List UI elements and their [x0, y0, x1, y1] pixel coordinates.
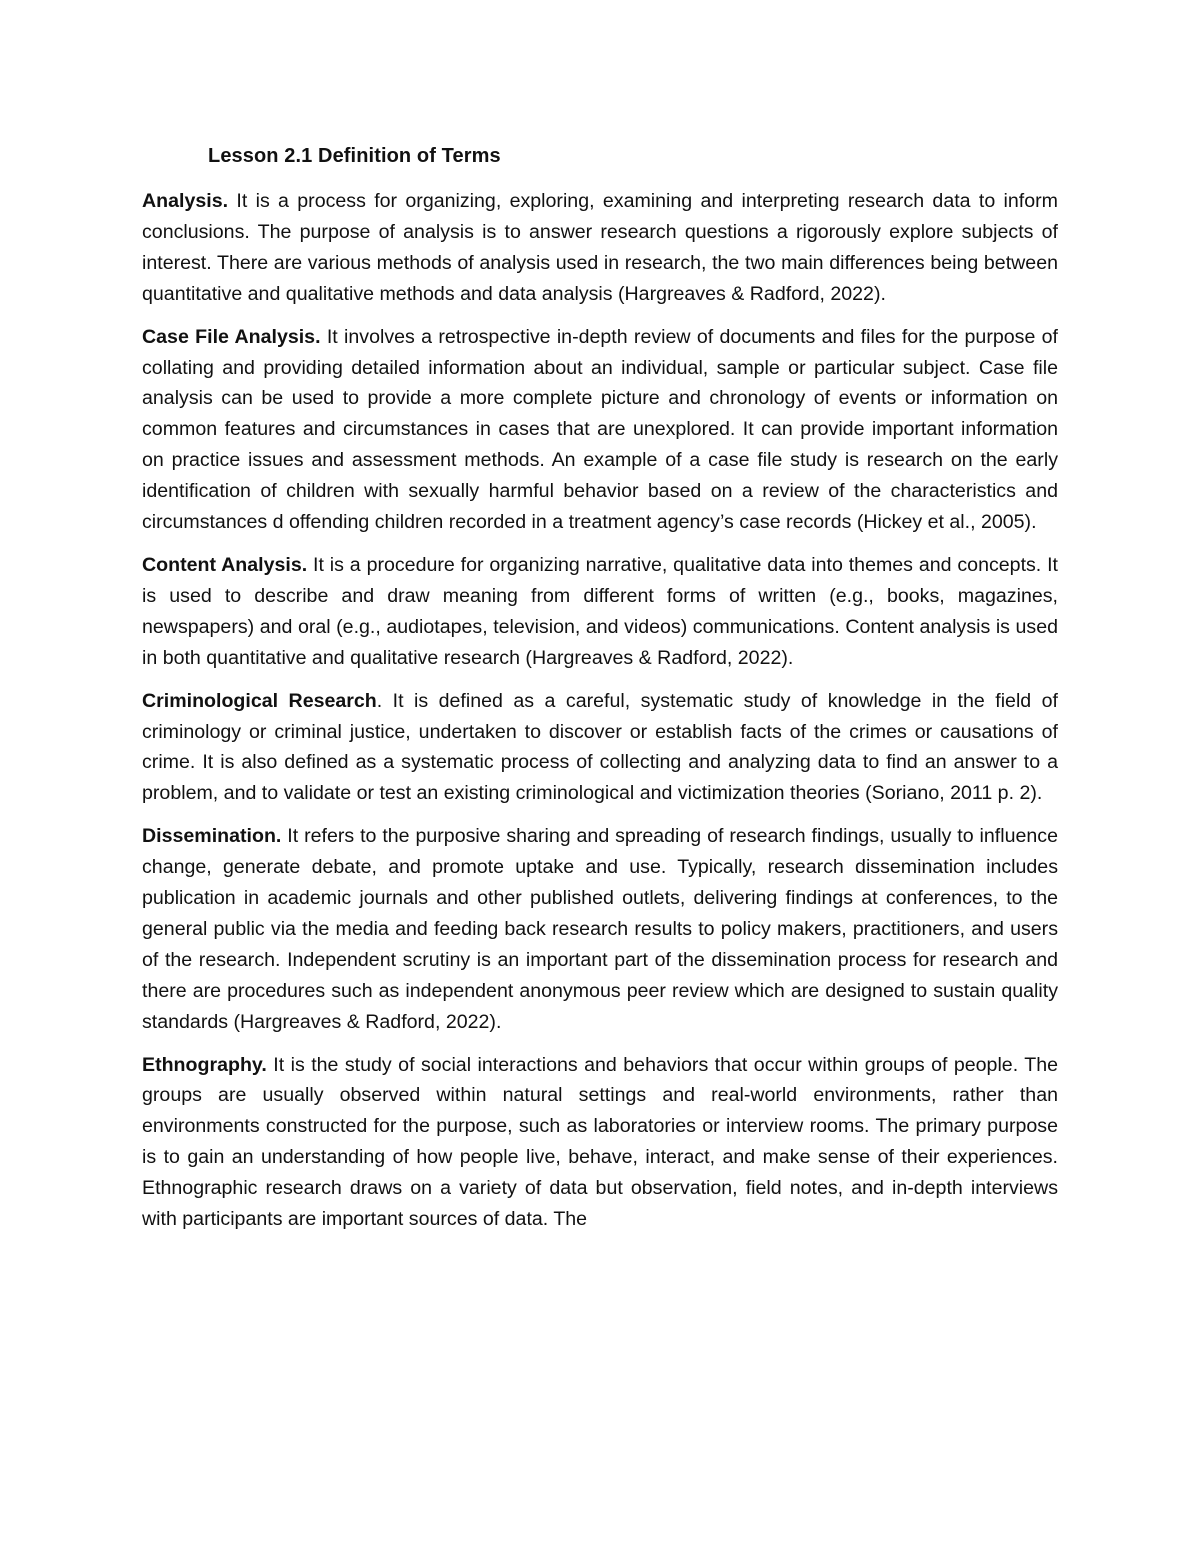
- term-definition-criminological-research: . It is defined as a careful, systematic study of knowledge in the field of criminology or criminal justice, undertaken to discover or establish facts of the crimes or causations of crime. It is also defined as a systematic process of collecting and analyzing data to find an answer to a problem, and to validate or test an existing criminological and victimization theories (Soriano, 2011 p. 2).: [142, 689, 1058, 805]
- term-definition-ethnography: It is the study of social interactions and behaviors that occur within groups of people. The groups are usually observed within natural settings and real-world environments, rather than environments constructed for the purpose, such as laboratories or interview rooms. The primary purpose is to gain an understanding of how people live, behave, interact, and make sense of their experiences. Ethnographic research draws on a variety of data but observation, field notes, and in-depth interviews with participants are important sources of data. The: [142, 1053, 1058, 1231]
- document-content: [142, 140, 1058, 1247]
- term-definition-analysis: It is a process for organizing, exploring, examining and interpreting research data to inform conclusions. The purpose of analysis is to answer research questions a rigorously explore subjects of interest. There are various methods of analysis used in research, the two main differences being between quantitative and qualitative methods and data analysis (Hargreaves & Radford, 2022).: [142, 190, 1058, 305]
- term-name-ethnography: Ethnography.: [142, 1053, 267, 1076]
- term-name-dissemination: Dissemination.: [142, 825, 282, 848]
- term-definition-content-analysis: It is a procedure for organizing narrative, qualitative data into themes and concepts. It is used to describe and draw meaning from different forms of written (e.g., books, magazines, newspapers) and oral (e.g., audiotapes, television, and videos) communications. Content analysis is used in both quantitative and qualitative research (Hargreaves & Radford, 2022).: [142, 553, 1059, 669]
- term-definition-dissemination: It refers to the purposive sharing and spreading of research findings, usually to influence change, generate debate, and promote uptake and use. Typically, research dissemination includes publication in academic journals and other published outlets, delivering findings at conferences, to the general public via the media and feeding back research results to policy makers, practitioners, and users of the research. Independent scrutiny is an important part of the dissemination process for research and there are procedures such as independent anonymous peer review which are designed to sustain quality standards (Hargreaves & Radford, 2022).: [142, 825, 1058, 1033]
- term-name-criminological-research: Criminological Research: [142, 689, 377, 712]
- term-case-file-analysis: [142, 322, 1058, 538]
- term-analysis: [142, 186, 1058, 310]
- term-content-analysis: [142, 550, 1058, 674]
- term-definition-case-file-analysis: It involves a retrospective in-depth review of documents and files for the purpose of collating and providing detailed information about an individual, sample or particular subject. Case file analysis can be used to provide a more complete picture and chronology of events or information on common features and circumstances in cases that are unexplored. It can provide important information on practice issues and assessment methods. An example of a case file study is research on the early identification of children with sexually harmful behavior based on a review of the characteristics and circumstances d offending children recorded in a treatment agency’s case records (Hickey et al., 2005).: [142, 325, 1058, 534]
- term-criminological-research: [142, 686, 1058, 810]
- term-dissemination: [142, 821, 1058, 1037]
- term-ethnography: [142, 1050, 1058, 1235]
- term-name-analysis: Analysis.: [142, 190, 229, 212]
- lesson-title: Lesson 2.1 Definition of Terms: [208, 145, 501, 167]
- term-name-case-file-analysis: Case File Analysis.: [142, 325, 321, 348]
- term-name-content-analysis: Content Analysis.: [142, 553, 308, 576]
